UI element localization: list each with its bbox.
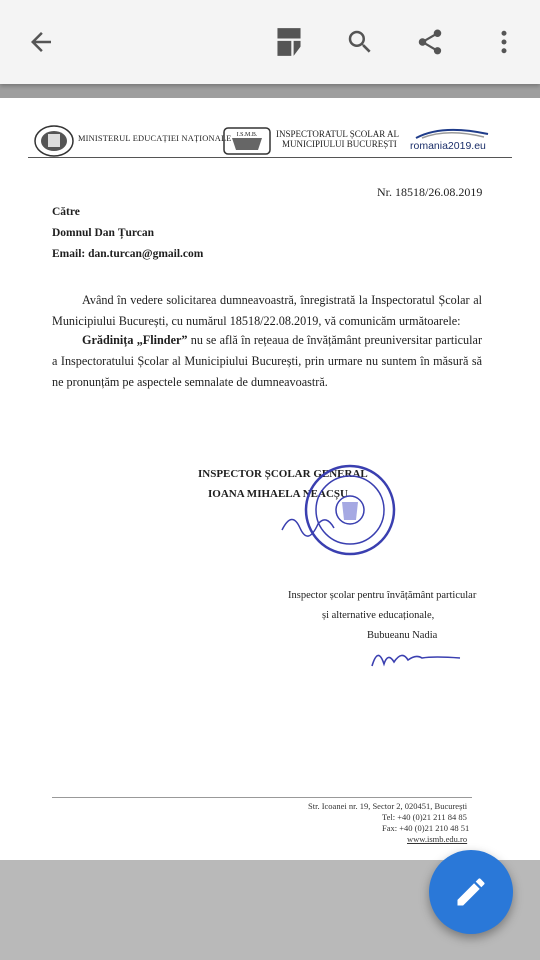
paragraph-1: Având în vedere solicitarea dumneavoastră, înregistrată la Inspectoratul Școlar al Municipiului București, cu numărul 18518/22.08.2019, vă comunicăm următoarele: bbox=[52, 293, 482, 328]
footer-website[interactable]: www.ismb.edu.ro bbox=[407, 834, 468, 844]
inspector-name: Bubueanu Nadia bbox=[367, 630, 438, 641]
more-options-button[interactable] bbox=[480, 18, 528, 66]
inspector-line1: Inspector școlar pentru învățământ particular bbox=[288, 590, 477, 601]
inspectorate-line1: INSPECTORATUL ȘCOLAR AL bbox=[276, 129, 400, 139]
footer-tel: Tel: +40 (0)21 211 84 85 bbox=[382, 812, 467, 822]
ismb-badge-text: I.S.M.B. bbox=[236, 132, 258, 138]
footer-address: Str. Icoanei nr. 19, Sector 2, 020451, București bbox=[308, 801, 468, 811]
inspectorate-line2: MUNICIPIULUI BUCUREȘTI bbox=[282, 139, 397, 149]
inspector-line2: și alternative educaționale, bbox=[322, 610, 435, 621]
toolbar bbox=[0, 0, 540, 84]
paragraph-2: Grădinița „Flinder” nu se află în rețeaua de învățământ preuniversitar particular a Inspectoratului Școlar al Municipiului București, prin urmare nu suntem în măsură să ne pronunțăm pe aspectele semnalate de dumneavoastră. bbox=[52, 333, 483, 389]
footer-divider bbox=[52, 797, 472, 798]
page-view-button[interactable] bbox=[265, 18, 313, 66]
recipient-email: Email: dan.turcan@gmail.com bbox=[52, 248, 204, 260]
edit-pencil-icon bbox=[453, 874, 489, 910]
page-view-icon bbox=[275, 27, 303, 57]
signature-2 bbox=[368, 644, 464, 672]
footer-fax: Fax: +40 (0)21 210 48 51 bbox=[382, 823, 470, 833]
back-button[interactable] bbox=[17, 18, 65, 66]
to-label: Către bbox=[52, 206, 80, 218]
signatory-name: IOANA MIHAELA NEACȘU bbox=[208, 488, 348, 500]
romania2019-swoosh bbox=[412, 126, 492, 140]
ismb-logo bbox=[222, 124, 272, 158]
romania2019-label: romania2019.eu bbox=[410, 140, 486, 152]
more-vert-icon bbox=[489, 27, 519, 57]
search-button[interactable] bbox=[336, 18, 384, 66]
ministry-logo bbox=[33, 124, 75, 158]
letterhead bbox=[0, 112, 540, 160]
signatory-title: INSPECTOR ȘCOLAR GENERAL bbox=[198, 468, 368, 480]
search-icon bbox=[345, 27, 375, 57]
reference-number: Nr. 18518/26.08.2019 bbox=[377, 185, 483, 199]
share-icon bbox=[415, 27, 445, 57]
edit-fab-button[interactable] bbox=[429, 850, 513, 934]
header-divider bbox=[28, 157, 512, 158]
ministry-name: MINISTERUL EDUCAȚIEI NAȚIONALE bbox=[78, 134, 232, 143]
share-button[interactable] bbox=[406, 18, 454, 66]
arrow-back-icon bbox=[26, 27, 56, 57]
official-stamp bbox=[278, 458, 402, 562]
kindergarten-name: Grădinița „Flinder” bbox=[82, 333, 188, 347]
recipient-name: Domnul Dan Țurcan bbox=[52, 227, 155, 239]
